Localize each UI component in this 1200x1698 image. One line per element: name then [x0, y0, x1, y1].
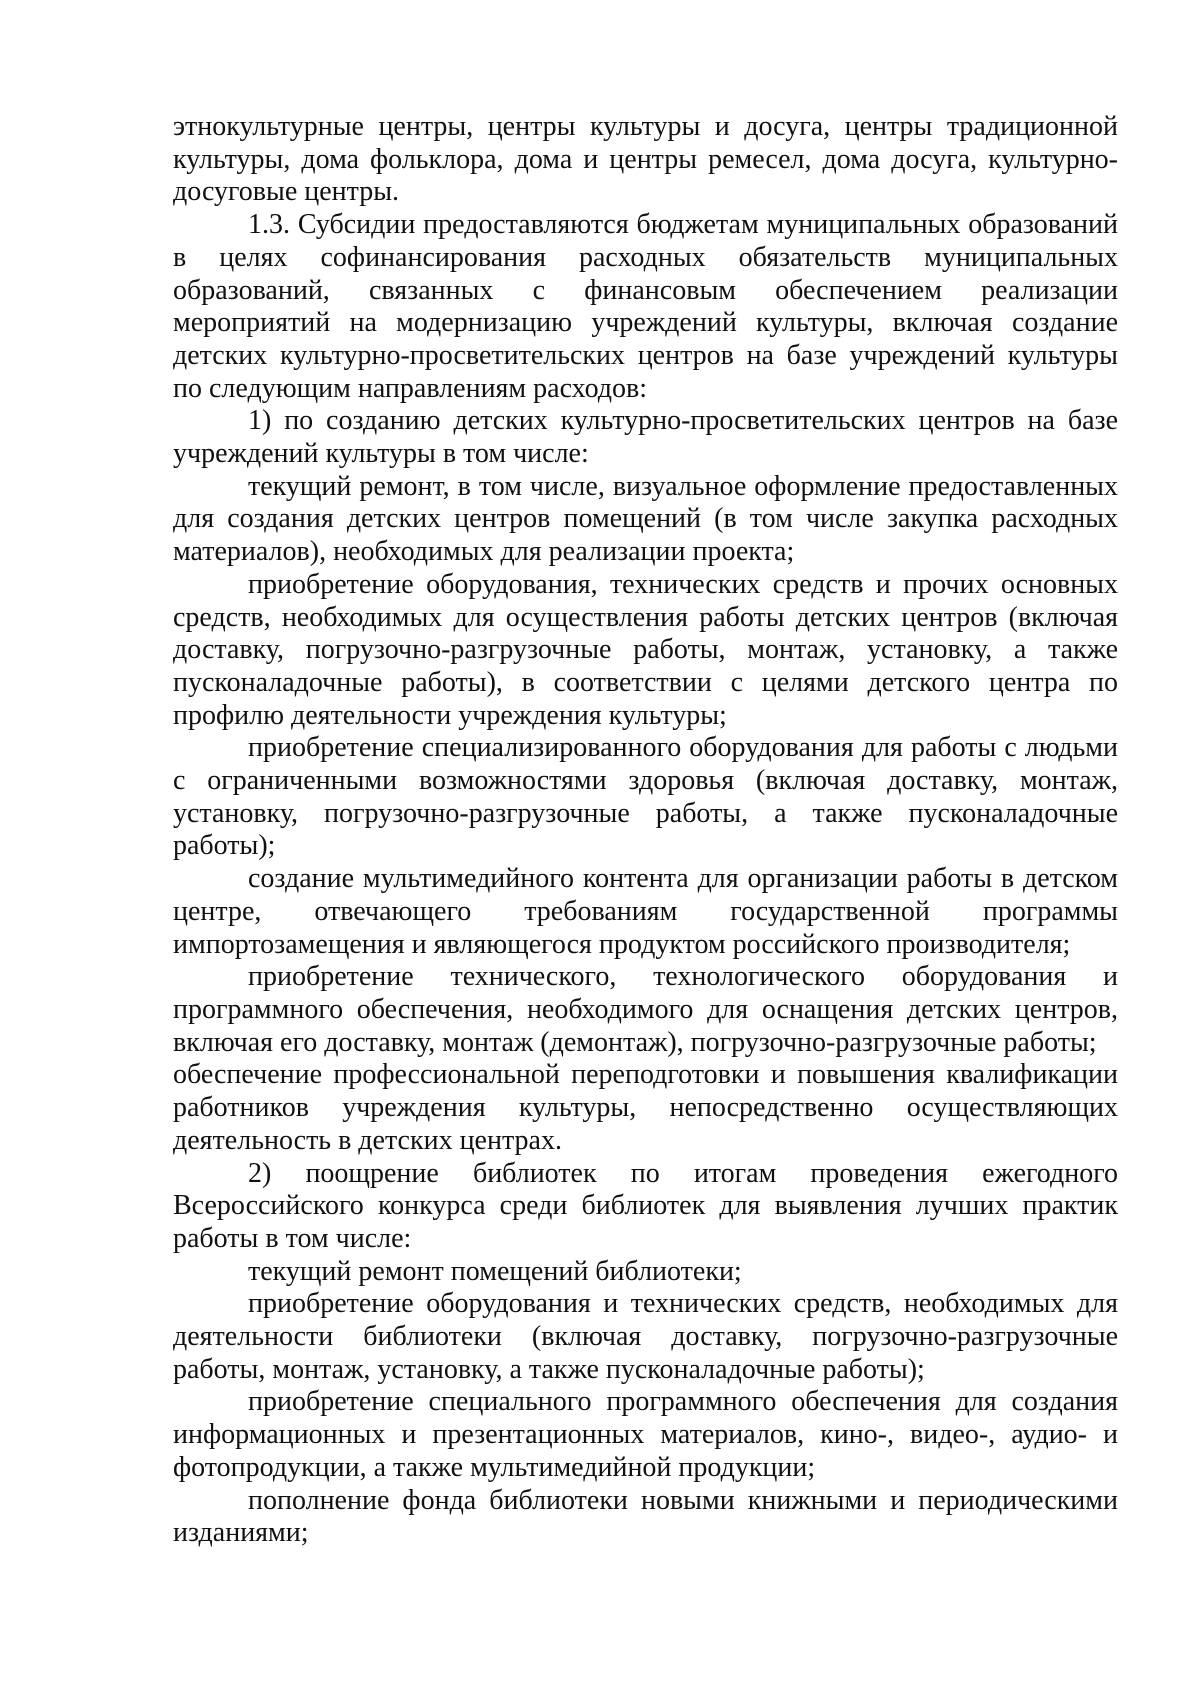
paragraph-specialized-equipment: приобретение специализированного оборудования для работы с людьми с ограниченными возможностями здоровья (включая доставку, монтаж, установку, погрузочно-разгрузочные работы, а также пусконаладочные работы); [173, 732, 1118, 862]
paragraph-professional-retraining: обеспечение профессиональной переподготовки и повышения квалификации работников учреждения культуры, непосредственно осуществляющих деятельность в детских центрах. [173, 1059, 1118, 1156]
paragraph-multimedia-content: создание мультимедийного контента для организации работы в детском центре, отвечающего требованиям государственной программы импортозамещения и являющегося продуктом российского производителя; [173, 863, 1118, 960]
paragraph-item-2-library-awards: 2) поощрение библиотек по итогам проведения ежегодного Всероссийского конкурса среди библиотек для выявления лучших практик работы в том числе: [173, 1157, 1118, 1254]
paragraph-library-collection: пополнение фонда библиотеки новыми книжными и периодическими изданиями; [173, 1484, 1118, 1549]
paragraph-library-equipment: приобретение оборудования и технических средств, необходимых для деятельности библиотеки (включая доставку, погрузочно-разгрузочные работы, монтаж, установку, а также пусконаладочные работы); [173, 1288, 1118, 1385]
paragraph-item-1-childrens-centers: 1) по созданию детских культурно-просветительских центров на базе учреждений культуры в том числе: [173, 405, 1118, 470]
paragraph-current-repair: текущий ремонт, в том числе, визуальное оформление предоставленных для создания детских центров помещений (в том числе закупка расходных материалов), необходимых для реализации проекта; [173, 470, 1118, 568]
document-page [173, 111, 1118, 1550]
paragraph-1-3-subsidies: 1.3. Субсидии предоставляются бюджетам муниципальных образований в целях софинансирования расходных обязательств муниципальных образований, связанных с финансовым обеспечением реализации мероприятий на модернизацию учреждений культуры, включая создание детских культурно-просветительских центров на базе учреждений культуры по следующим направлениям расходов: [173, 209, 1118, 404]
paragraph-library-repair: текущий ремонт помещений библиотеки; [248, 1255, 742, 1287]
paragraph-library-software: приобретение специального программного обеспечения для создания информационных и презентационных материалов, кино-, видео-, аудио- и фотопродукции, а также мультимедийной продукции; [173, 1386, 1118, 1483]
paragraph-equipment-purchase: приобретение оборудования, технических средств и прочих основных средств, необходимых для осуществления работы детских центров (включая доставку, погрузочно-разгрузочные работы, монтаж, установку, а также пусконаладочные работы), в соответствии с целями детского центра по профилю деятельности учреждения культуры; [173, 568, 1118, 731]
paragraph-technical-equipment-software: приобретение технического, технологического оборудования и программного обеспечения, необходимого для оснащения детских центров, включая его доставку, монтаж (демонтаж), погрузочно-разгрузочные работы; [173, 961, 1118, 1058]
paragraph-ethnocultural-centers: этнокультурные центры, центры культуры и досуга, центры традиционной культуры, дома фольклора, дома и центры ремесел, дома досуга, культурно-досуговые центры. [173, 111, 1118, 208]
